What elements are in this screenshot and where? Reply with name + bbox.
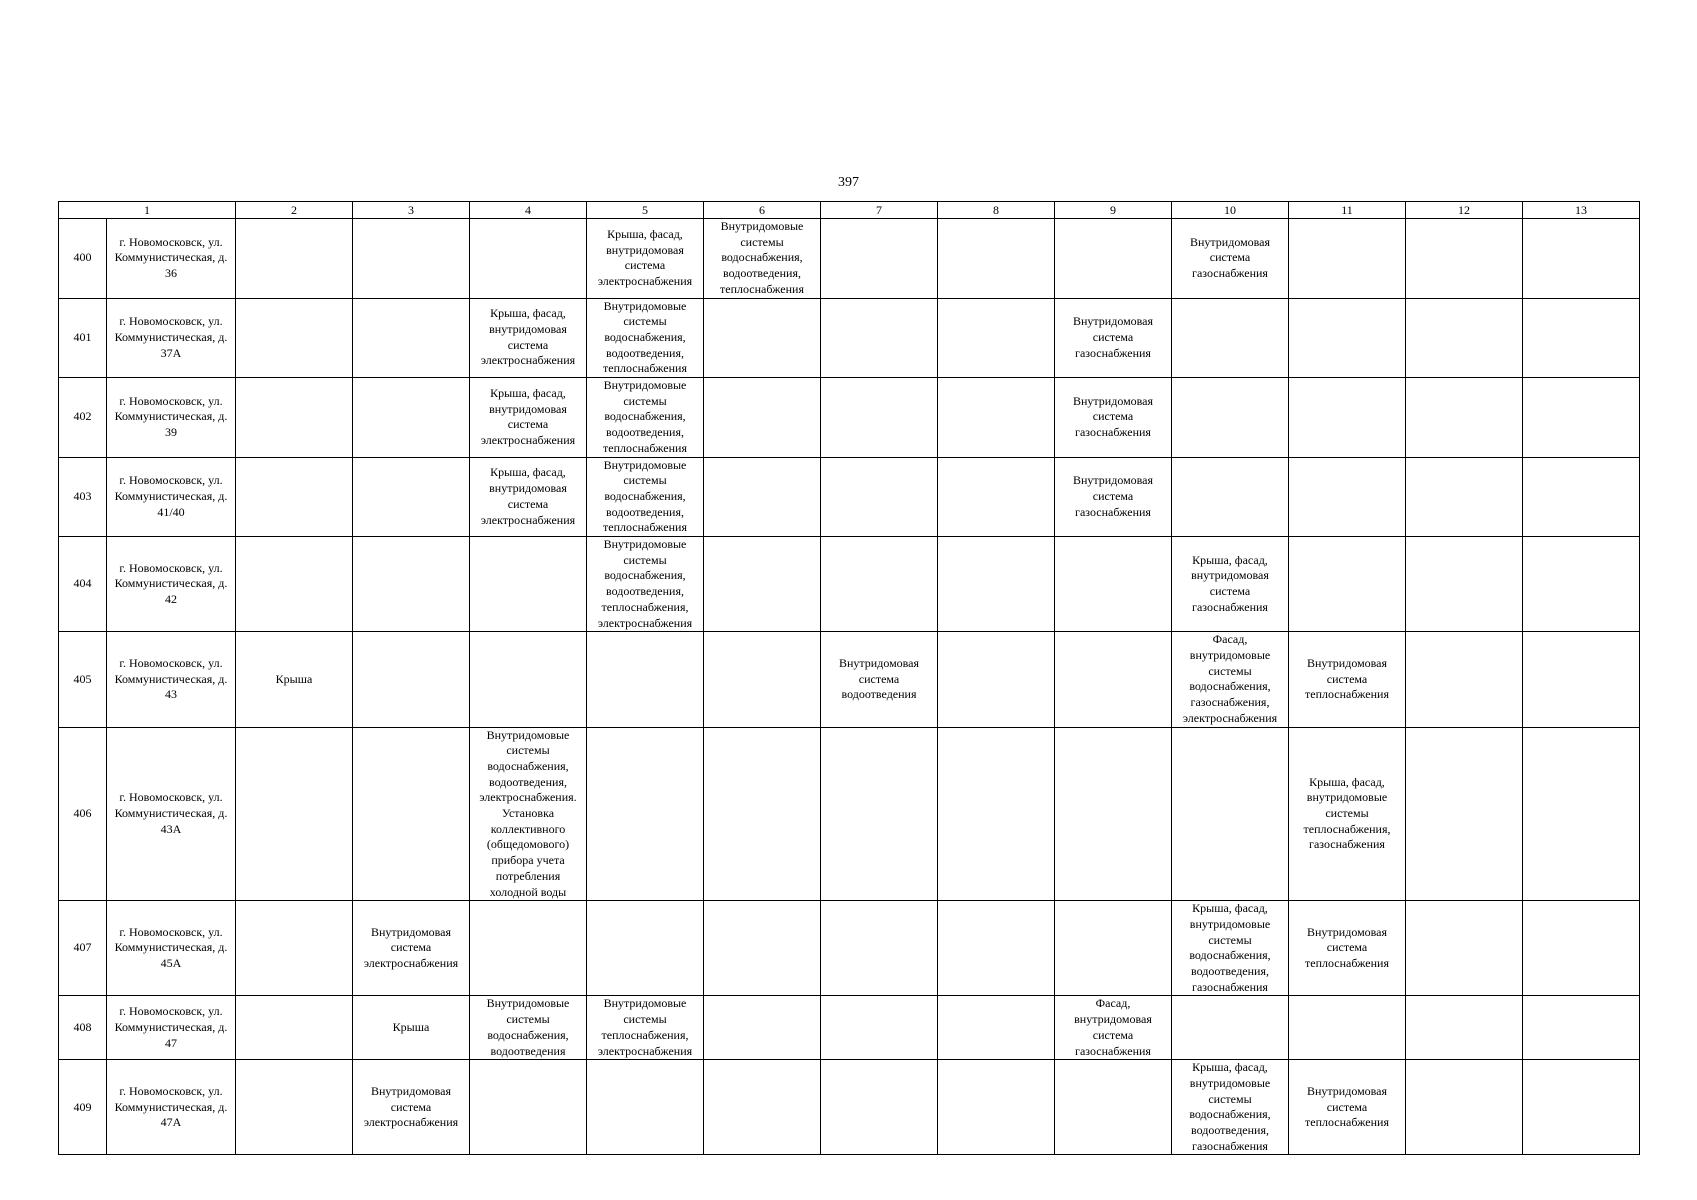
table-row (59, 219, 1640, 299)
table-cell (587, 1060, 704, 1155)
address-cell: г. Новомосковск, ул. Коммунистическая, д. 41/40 (107, 457, 236, 537)
table-cell (353, 378, 470, 458)
table-cell (1172, 378, 1289, 458)
table-cell (821, 727, 938, 901)
table-cell (353, 298, 470, 378)
table-cell (821, 1060, 938, 1155)
table-cell (353, 727, 470, 901)
table-cell (938, 219, 1055, 299)
table-row (59, 1060, 1640, 1155)
table-cell (587, 901, 704, 996)
table-row (59, 298, 1640, 378)
table-cell: Фасад, внутридомовая система газоснабжения (1055, 996, 1172, 1060)
table-cell (470, 219, 587, 299)
table-cell (938, 727, 1055, 901)
column-header: 1 (59, 202, 236, 219)
column-header: 8 (938, 202, 1055, 219)
row-number: 401 (59, 298, 107, 378)
column-header: 4 (470, 202, 587, 219)
row-number: 402 (59, 378, 107, 458)
table-cell (353, 632, 470, 727)
table-cell (704, 378, 821, 458)
table-cell (236, 901, 353, 996)
table-cell (821, 457, 938, 537)
table-cell: Внутридомовые системы водоснабжения, водоотведения, теплоснабжения (587, 298, 704, 378)
repair-schedule-table (58, 201, 1640, 1155)
table-cell (1406, 727, 1523, 901)
row-number: 409 (59, 1060, 107, 1155)
table-cell (938, 632, 1055, 727)
column-header: 2 (236, 202, 353, 219)
table-cell: Внутридомовая система теплоснабжения (1289, 1060, 1406, 1155)
table-cell: Крыша, фасад, внутридомовые системы водоснабжения, водоотведения, газоснабжения (1172, 1060, 1289, 1155)
table-cell (1406, 378, 1523, 458)
table-cell: Внутридомовая система газоснабжения (1172, 219, 1289, 299)
column-number-row (59, 202, 1640, 219)
table-cell: Внутридомовая система теплоснабжения (1289, 901, 1406, 996)
row-number: 403 (59, 457, 107, 537)
table-cell (353, 219, 470, 299)
table-row (59, 901, 1640, 996)
table-row (59, 537, 1640, 632)
table-cell (1523, 727, 1640, 901)
table-cell (1172, 727, 1289, 901)
table-cell: Внутридомовые системы водоснабжения, водоотведения, теплоснабжения (587, 457, 704, 537)
row-number: 407 (59, 901, 107, 996)
table-cell (236, 1060, 353, 1155)
table-cell: Внутридомовые системы водоснабжения, водоотведения, электроснабжения. Установка коллективного (общедомового) прибора учета потребления холодной воды (470, 727, 587, 901)
table-cell (938, 537, 1055, 632)
table-cell (821, 378, 938, 458)
table-row (59, 378, 1640, 458)
row-number: 408 (59, 996, 107, 1060)
table-cell (1406, 219, 1523, 299)
column-header: 11 (1289, 202, 1406, 219)
table-cell (236, 727, 353, 901)
table-cell (236, 537, 353, 632)
table-cell (1055, 632, 1172, 727)
table-cell (821, 901, 938, 996)
table-cell (938, 378, 1055, 458)
address-cell: г. Новомосковск, ул. Коммунистическая, д. 42 (107, 537, 236, 632)
table-cell (821, 298, 938, 378)
table-cell (938, 457, 1055, 537)
table-cell: Крыша, фасад, внутридомовые системы теплоснабжения, газоснабжения (1289, 727, 1406, 901)
table-cell (1406, 632, 1523, 727)
table-cell (1523, 219, 1640, 299)
column-header: 9 (1055, 202, 1172, 219)
table-cell (1523, 378, 1640, 458)
table-cell (704, 727, 821, 901)
table-cell (1055, 219, 1172, 299)
table-cell (1289, 457, 1406, 537)
table-cell (704, 632, 821, 727)
table-cell (938, 1060, 1055, 1155)
table-cell (704, 996, 821, 1060)
page-number: 397 (838, 175, 859, 190)
table-row (59, 996, 1640, 1060)
table-cell: Крыша, фасад, внутридомовая система электроснабжения (470, 378, 587, 458)
table-cell (821, 219, 938, 299)
table-cell (821, 996, 938, 1060)
table-cell (1172, 457, 1289, 537)
table-cell: Внутридомовая система электроснабжения (353, 1060, 470, 1155)
table-cell (470, 901, 587, 996)
table-cell (1523, 457, 1640, 537)
table-cell: Крыша, фасад, внутридомовая система газоснабжения (1172, 537, 1289, 632)
table-cell (938, 996, 1055, 1060)
table-cell (587, 727, 704, 901)
table-cell (1289, 298, 1406, 378)
table-cell: Крыша, фасад, внутридомовая система электроснабжения (587, 219, 704, 299)
column-header: 12 (1406, 202, 1523, 219)
table-cell (1289, 996, 1406, 1060)
column-header: 6 (704, 202, 821, 219)
table-cell (1055, 1060, 1172, 1155)
table-cell (704, 457, 821, 537)
table-cell (353, 457, 470, 537)
table-cell: Внутридомовые системы водоснабжения, водоотведения, теплоснабжения, электроснабжения (587, 537, 704, 632)
table-cell (1289, 537, 1406, 632)
table-cell: Крыша, фасад, внутридомовая система электроснабжения (470, 298, 587, 378)
table-cell: Внутридомовая система теплоснабжения (1289, 632, 1406, 727)
address-cell: г. Новомосковск, ул. Коммунистическая, д. 47А (107, 1060, 236, 1155)
table-cell (1523, 537, 1640, 632)
row-number: 406 (59, 727, 107, 901)
table-row (59, 457, 1640, 537)
table-cell (470, 632, 587, 727)
table-cell: Внутридомовые системы водоснабжения, водоотведения (470, 996, 587, 1060)
address-cell: г. Новомосковск, ул. Коммунистическая, д. 45А (107, 901, 236, 996)
table-cell (821, 537, 938, 632)
table-cell (704, 537, 821, 632)
table-cell (1523, 901, 1640, 996)
table-cell (1055, 727, 1172, 901)
table-cell (1523, 996, 1640, 1060)
address-cell: г. Новомосковск, ул. Коммунистическая, д. 47 (107, 996, 236, 1060)
table-cell (1523, 632, 1640, 727)
table-cell: Крыша (353, 996, 470, 1060)
table-cell (704, 901, 821, 996)
address-cell: г. Новомосковск, ул. Коммунистическая, д. 37А (107, 298, 236, 378)
address-cell: г. Новомосковск, ул. Коммунистическая, д. 39 (107, 378, 236, 458)
column-header: 3 (353, 202, 470, 219)
table-cell: Внутридомовая система водоотведения (821, 632, 938, 727)
table-cell (353, 537, 470, 632)
table-cell: Фасад, внутридомовые системы водоснабжения, газоснабжения, электроснабжения (1172, 632, 1289, 727)
table-cell (1406, 298, 1523, 378)
table-cell (1406, 1060, 1523, 1155)
table-cell (704, 1060, 821, 1155)
table-cell (938, 298, 1055, 378)
table-row (59, 727, 1640, 901)
table-cell: Внутридомовая система газоснабжения (1055, 457, 1172, 537)
table-cell (236, 996, 353, 1060)
table-cell (1172, 996, 1289, 1060)
table-cell (1289, 219, 1406, 299)
table-cell: Внутридомовая система электроснабжения (353, 901, 470, 996)
table-cell (470, 1060, 587, 1155)
table-cell (1406, 996, 1523, 1060)
table-cell (938, 901, 1055, 996)
table-cell: Крыша, фасад, внутридомовые системы водоснабжения, водоотведения, газоснабжения (1172, 901, 1289, 996)
table-cell (1523, 1060, 1640, 1155)
table-cell: Внутридомовая система газоснабжения (1055, 378, 1172, 458)
table-cell (1289, 378, 1406, 458)
table-cell (1406, 901, 1523, 996)
table-cell (236, 219, 353, 299)
table-cell (1055, 537, 1172, 632)
table-cell (1523, 298, 1640, 378)
table-cell: Внутридомовая система газоснабжения (1055, 298, 1172, 378)
table-cell (236, 378, 353, 458)
row-number: 404 (59, 537, 107, 632)
table-cell: Крыша, фасад, внутридомовая система электроснабжения (470, 457, 587, 537)
table-cell: Внутридомовые системы теплоснабжения, электроснабжения (587, 996, 704, 1060)
table-cell (704, 298, 821, 378)
column-header: 7 (821, 202, 938, 219)
table-cell: Внутридомовые системы водоснабжения, водоотведения, теплоснабжения (587, 378, 704, 458)
table-cell: Крыша (236, 632, 353, 727)
table-cell: Внутридомовые системы водоснабжения, водоотведения, теплоснабжения (704, 219, 821, 299)
table-cell (236, 457, 353, 537)
table-cell (236, 298, 353, 378)
column-header: 5 (587, 202, 704, 219)
table-cell (1406, 537, 1523, 632)
row-number: 400 (59, 219, 107, 299)
table-row (59, 632, 1640, 727)
column-header: 13 (1523, 202, 1640, 219)
table-cell (470, 537, 587, 632)
address-cell: г. Новомосковск, ул. Коммунистическая, д. 43 (107, 632, 236, 727)
table-cell (1172, 298, 1289, 378)
address-cell: г. Новомосковск, ул. Коммунистическая, д. 36 (107, 219, 236, 299)
column-header: 10 (1172, 202, 1289, 219)
table-cell (1406, 457, 1523, 537)
row-number: 405 (59, 632, 107, 727)
address-cell: г. Новомосковск, ул. Коммунистическая, д. 43А (107, 727, 236, 901)
table-cell (1055, 901, 1172, 996)
table-cell (587, 632, 704, 727)
